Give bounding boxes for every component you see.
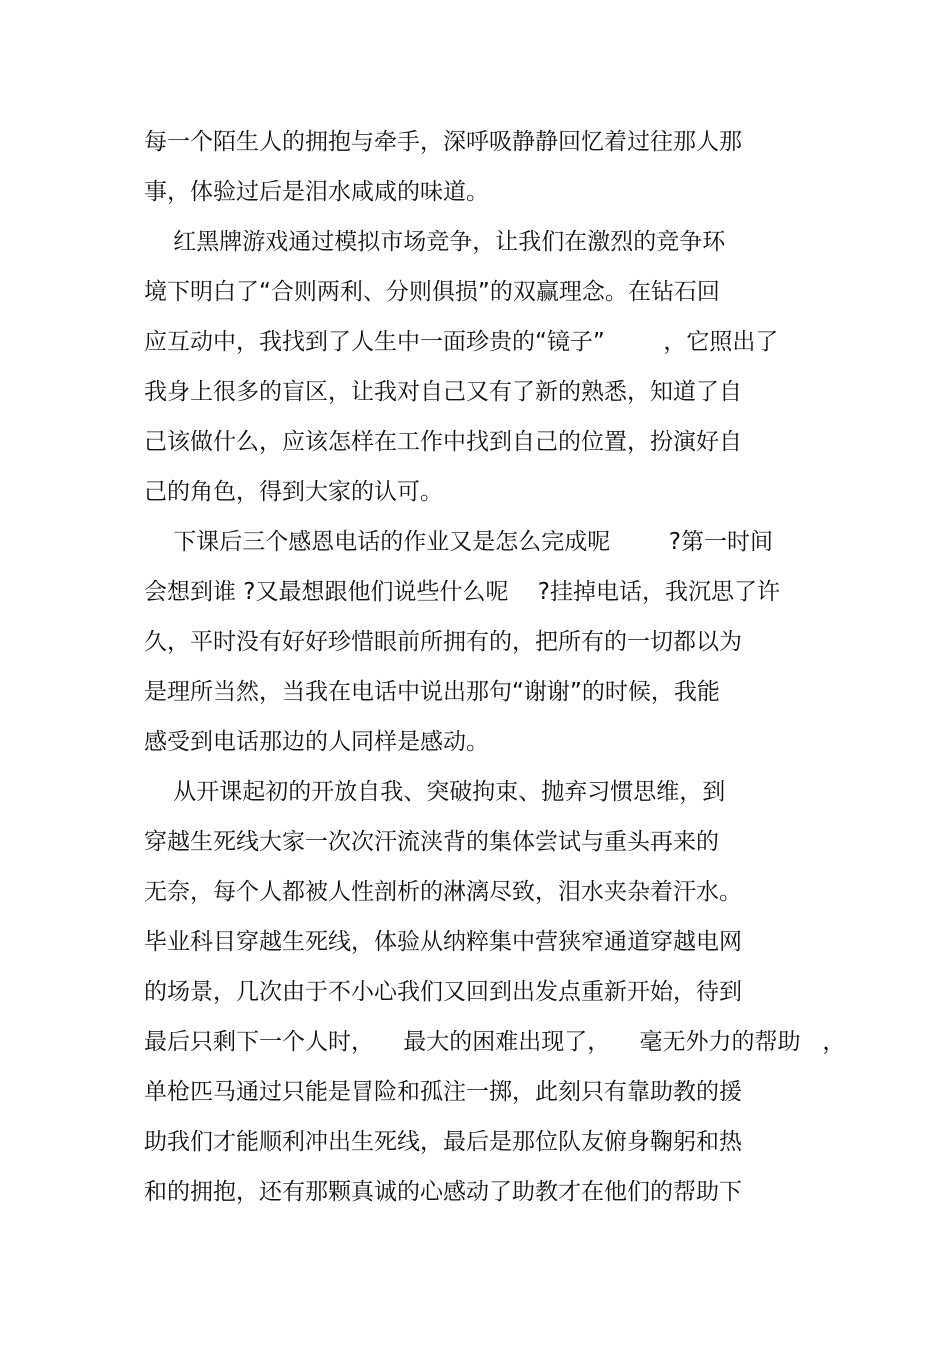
text-line: 是理所当然，当我在电话中说出那句“谢谢”的时候，我能 [144, 679, 720, 705]
text-line: 感受到电话那边的人同样是感动。 [144, 729, 489, 755]
text-line: 己的角色，得到大家的认可。 [144, 479, 443, 505]
text-line: 应互动中，我找到了人生中一面珍贵的“镜子” ，它照出了 [144, 329, 779, 355]
text-line: 我身上很多的盲区，让我对自己又有了新的熟悉，知道了自 [144, 379, 742, 405]
text-line: 最后只剩下一个人时， 最大的困难出现了， 毫无外力的帮助 ， [144, 1029, 846, 1055]
text-line: 事，体验过后是泪水咸咸的味道。 [144, 179, 489, 205]
text-line: 助我们才能顺利冲出生死线，最后是那位队友俯身鞠躬和热 [144, 1129, 742, 1155]
text-line: 毕业科目穿越生死线，体验从纳粹集中营狭窄通道穿越电网 [144, 929, 742, 955]
text-line: 单枪匹马通过只能是冒险和孤注一掷，此刻只有靠助教的援 [144, 1079, 742, 1105]
text-line: 下课后三个感恩电话的作业又是怎么完成呢 ?第一时间 [144, 529, 773, 555]
text-line: 和的拥抱，还有那颗真诚的心感动了助教才在他们的帮助下 [144, 1179, 742, 1205]
text-line: 穿越生死线大家一次次汗流浃背的集体尝试与重头再来的 [144, 829, 719, 855]
text-line: 己该做什么，应该怎样在工作中找到自己的位置，扮演好自 [144, 429, 742, 455]
text-line: 无奈，每个人都被人性剖析的淋漓尽致，泪水夹杂着汗水。 [144, 879, 742, 905]
text-line: 从开课起初的开放自我、突破拘束、抛弃习惯思维，到 [144, 779, 726, 805]
text-line: 会想到谁 ?又最想跟他们说些什么呢 ?挂掉电话，我沉思了许 [144, 579, 780, 605]
text-line: 久，平时没有好好珍惜眼前所拥有的，把所有的一切都以为 [144, 629, 742, 655]
text-line: 的场景，几次由于不小心我们又回到出发点重新开始，待到 [144, 979, 742, 1005]
text-line: 境下明白了“合则两利、分则俱损”的双赢理念。在钻石回 [144, 279, 720, 305]
text-line: 红黑牌游戏通过模拟市场竞争，让我们在激烈的竞争环 [144, 229, 726, 255]
text-line: 每一个陌生人的拥抱与牵手，深呼吸静静回忆着过往那人那 [144, 129, 742, 155]
